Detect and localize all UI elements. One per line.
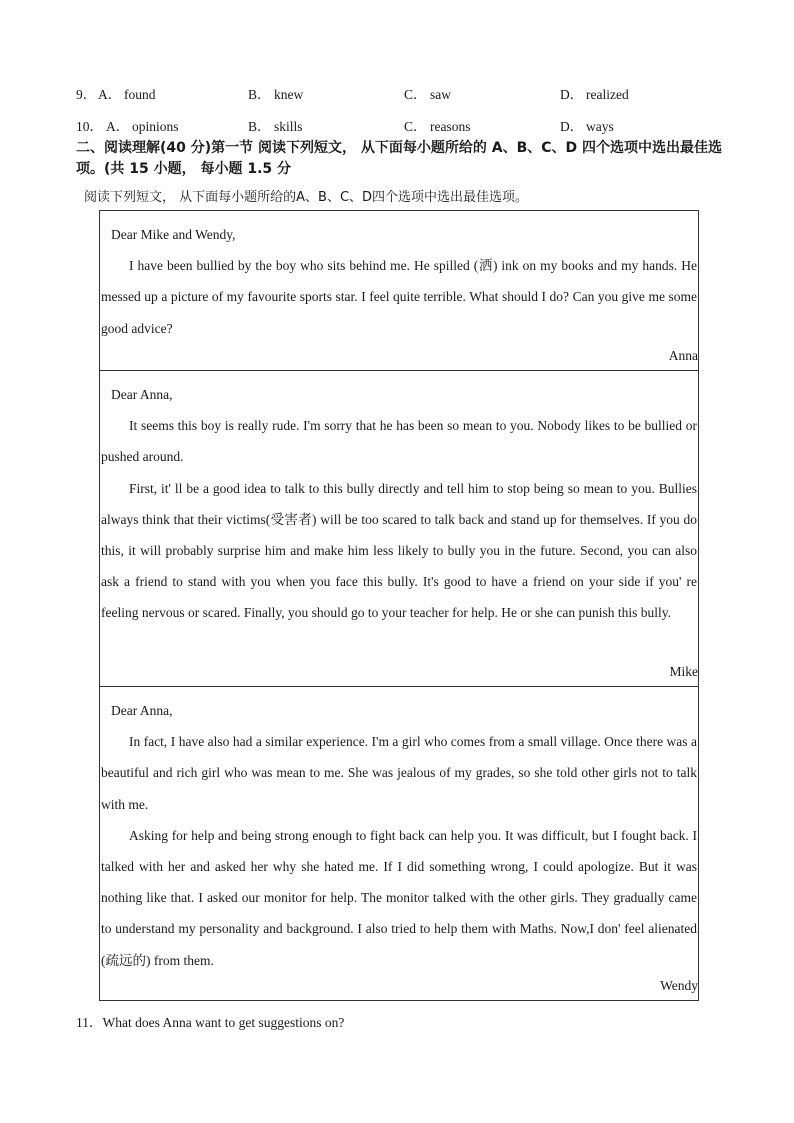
option-c: C． reasons — [404, 119, 471, 134]
letter-greeting: Dear Mike and Wendy, — [111, 227, 236, 242]
question-11: 11．What does Anna want to get suggestions on? — [76, 1015, 345, 1030]
letter-mike — [99, 370, 699, 687]
option-d: D． realized — [560, 87, 629, 102]
letter-paragraph: It seems this boy is really rude. I'm sorry that he has been so mean to you. Nobody likes to be bullied or pushed around. — [101, 418, 697, 465]
letter-anna — [99, 210, 699, 371]
letter-greeting: Dear Anna, — [111, 703, 173, 718]
letter-wendy — [99, 686, 699, 1001]
option-b: B． knew — [248, 87, 304, 102]
letter-paragraph: Asking for help and being strong enough to fight back can help you. It was difficult, but I fought back. I talked with her and asked her why she hated me. If I did something wrong, I could apologize. But it was nothing like that. I asked our monitor for help. The monitor talked with the other girls. They gradually came to understand my personality and background. I also tried to help them with Maths. Now,I don' feel alienated (疏远的) from them. — [101, 827, 697, 968]
letter-paragraph: I have been bullied by the boy who sits behind me. He spilled (洒) ink on my books and my hands. He messed up a picture of my favourite sports star. I feel quite terrible. What should I do? Can you give me some good advice? — [101, 258, 697, 336]
letter-signature: Wendy — [660, 978, 698, 993]
option-d: D． ways — [560, 119, 614, 134]
letter-paragraph: First, it' ll be a good idea to talk to this bully directly and tell him to stop being so mean to you. Bullies always think that their victims(受害者) will be too scared to talk back and stand up for themselves. If you do this, it will probably surprise him and make him less likely to bully you in the future. Second, you can also ask a friend to stand with you when you face this bully. It's good to have a friend on your side if you' re feeling nervous or scared. Finally, you should go to your teacher for help. He or she can punish this bully. — [101, 480, 697, 621]
option-a: A． found — [98, 87, 156, 102]
letter-greeting: Dear Anna, — [111, 387, 173, 402]
letter-signature: Anna — [668, 348, 698, 363]
letter-signature: Mike — [669, 664, 698, 679]
question-number: 9． — [76, 87, 97, 102]
letter-paragraph: In fact, I have also had a similar experience. I'm a girl who comes from a small village. Once there was a beautiful and rich girl who was mean to me. She was jealous of my grades, so she told other girls not to talk with me. — [101, 734, 697, 812]
option-b: B． skills — [248, 119, 303, 134]
section-heading: 二、阅读理解(40 分)第一节 阅读下列短文， 从下面每小题所给的 A、B、C、D 四个选项中选出最佳选项。(共 15 小题， 每小题 1.5 分 — [76, 140, 723, 177]
reading-instruction: 阅读下列短文， 从下面每小题所给的A、B、C、D四个选项中选出最佳选项。 — [84, 190, 529, 205]
option-c: C． saw — [404, 87, 451, 102]
question-number: 10． — [76, 119, 103, 134]
option-a: A． opinions — [106, 119, 179, 134]
